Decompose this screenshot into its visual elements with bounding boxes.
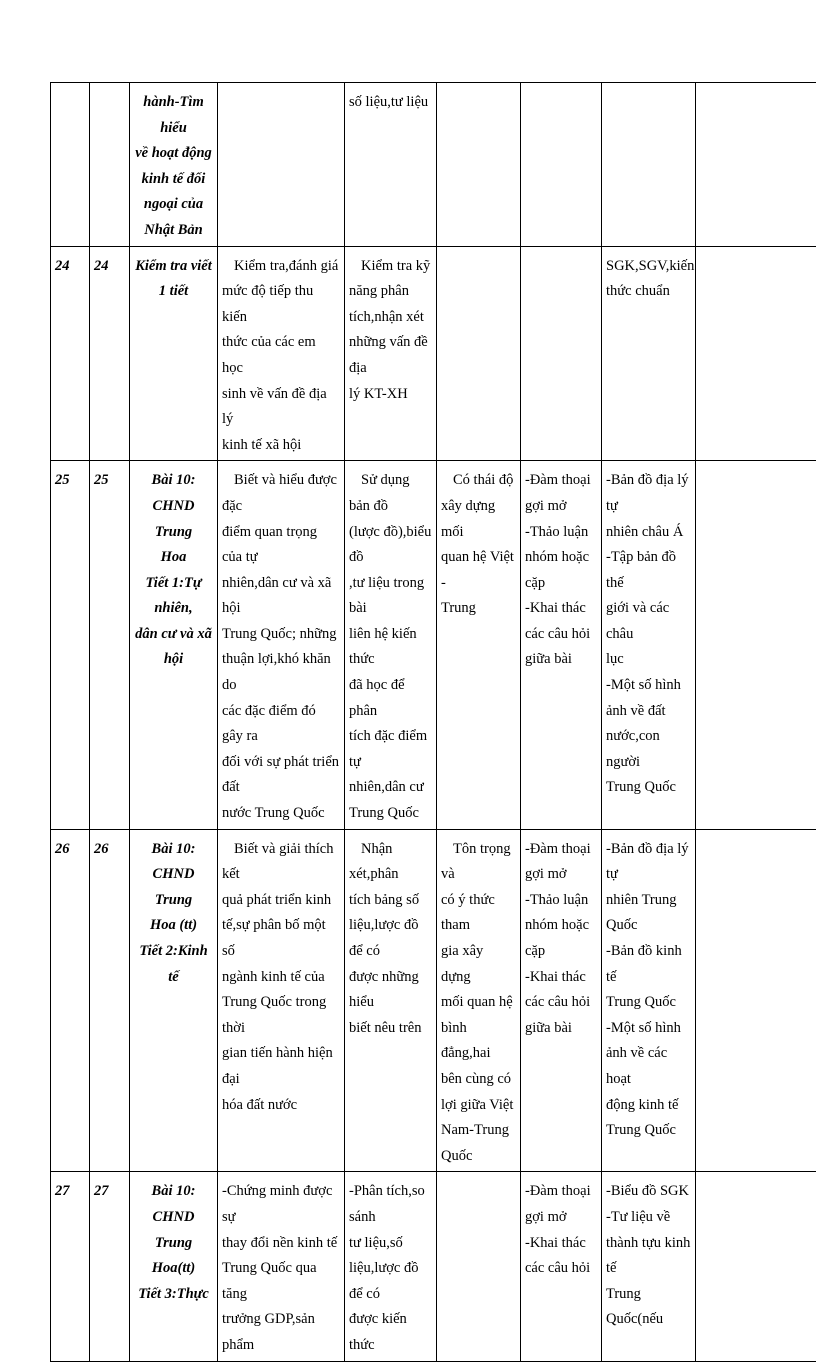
objective-attitude-text: Có thái độ xây dựng mối quan hệ Việt - Trung	[441, 468, 516, 622]
objective-attitude	[437, 461, 521, 829]
table-row	[51, 1172, 816, 1361]
period-number	[90, 83, 130, 247]
objective-skills	[345, 1172, 437, 1361]
objective-knowledge-text: Biết và giải thích kết quả phát triển kinh tế,sự phân bố một số ngành kinh tế của Trung Quốc trong thời gian tiến hành hiện đại hóa đất nước	[222, 837, 340, 1119]
lesson-title	[130, 829, 218, 1172]
teaching-materials	[602, 461, 696, 829]
objective-skills	[345, 246, 437, 461]
objective-knowledge	[218, 1172, 345, 1361]
notes-cell	[696, 461, 816, 829]
objective-knowledge	[218, 246, 345, 461]
objective-skills-text: số liệu,tư liệu	[349, 90, 432, 116]
lesson-title-text: Bài 10: CHND Trung Hoa (tt) Tiết 2:Kinh tế	[134, 837, 213, 991]
lesson-title-text: Kiểm tra viết 1 tiết	[134, 254, 213, 305]
table-row	[51, 461, 816, 829]
lesson-title-text: hành-Tìm hiểu về hoạt động kinh tế đối ngoại của Nhật Bản	[134, 90, 213, 244]
period-number: 26	[90, 829, 130, 1172]
teaching-materials	[602, 83, 696, 247]
teaching-method	[521, 829, 602, 1172]
objective-knowledge	[218, 461, 345, 829]
lesson-number: 26	[51, 829, 90, 1172]
period-number: 25	[90, 461, 130, 829]
objective-attitude	[437, 83, 521, 247]
objective-knowledge	[218, 83, 345, 247]
lesson-number: 27	[51, 1172, 90, 1361]
objective-skills	[345, 461, 437, 829]
teaching-method	[521, 461, 602, 829]
lesson-title	[130, 461, 218, 829]
teaching-materials-text: -Bản đồ địa lý tự nhiên châu Á -Tập bản đồ thế giới và các châu lục -Một số hình ảnh về đất nước,con người Trung Quốc	[606, 468, 691, 801]
teaching-method	[521, 83, 602, 247]
table-row	[51, 829, 816, 1172]
teaching-materials-text: -Biểu đồ SGK -Tư liệu về thành tựu kinh tế Trung Quốc(nếu	[606, 1179, 691, 1333]
period-number: 27	[90, 1172, 130, 1361]
notes-cell	[696, 1172, 816, 1361]
teaching-method-text: -Đàm thoại gợi mở -Thảo luận nhóm hoặc cặp -Khai thác các câu hỏi giữa bài	[525, 837, 597, 1042]
teaching-method	[521, 1172, 602, 1361]
objective-attitude	[437, 829, 521, 1172]
lesson-title	[130, 83, 218, 247]
teaching-materials-text: SGK,SGV,kiến thức chuẩn	[606, 254, 691, 305]
lesson-plan-table	[50, 82, 816, 1362]
lesson-number	[51, 83, 90, 247]
table-row	[51, 83, 816, 247]
objective-attitude	[437, 246, 521, 461]
teaching-materials-text: -Bản đồ địa lý tự nhiên Trung Quốc -Bản đồ kinh tế Trung Quốc -Một số hình ảnh về các hoạt động kinh tế Trung Quốc	[606, 837, 691, 1144]
objective-knowledge	[218, 829, 345, 1172]
table-row	[51, 246, 816, 461]
objective-knowledge-text: -Chứng minh được sự thay đổi nền kinh tế Trung Quốc qua tăng trưởng GDP,sản phẩm	[222, 1179, 340, 1358]
objective-skills-text: Kiểm tra kỹ năng phân tích,nhận xét những vấn đề địa lý KT-XH	[349, 254, 432, 408]
lesson-title	[130, 246, 218, 461]
objective-knowledge-text: Kiểm tra,đánh giá mức độ tiếp thu kiến thức của các em học sinh về vấn đề địa lý kinh tế xã hội	[222, 254, 340, 459]
objective-skills-text: Sử dụng bản đồ (lược đồ),biểu đồ ,tư liệu trong bài liên hệ kiến thức đã học để phân tích đặc điểm tự nhiên,dân cư Trung Quốc	[349, 468, 432, 826]
objective-attitude-text: Tôn trọng và có ý thức tham gia xây dựng mối quan hệ bình đẳng,hai bên cùng có lợi giữa Việt Nam-Trung Quốc	[441, 837, 516, 1170]
teaching-method	[521, 246, 602, 461]
objective-skills-text: -Phân tích,so sánh tư liệu,số liệu,lược đồ để có được kiến thức	[349, 1179, 432, 1358]
lesson-title-text: Bài 10: CHND Trung Hoa(tt) Tiết 3:Thực	[134, 1179, 213, 1307]
teaching-materials	[602, 1172, 696, 1361]
lesson-number: 25	[51, 461, 90, 829]
lesson-title-text: Bài 10: CHND Trung Hoa Tiết 1:Tự nhiên, dân cư và xã hội	[134, 468, 213, 673]
teaching-method-text: -Đàm thoại gợi mở -Thảo luận nhóm hoặc cặp -Khai thác các câu hỏi giữa bài	[525, 468, 597, 673]
objective-attitude	[437, 1172, 521, 1361]
notes-cell	[696, 246, 816, 461]
objective-skills	[345, 83, 437, 247]
objective-skills	[345, 829, 437, 1172]
objective-knowledge-text: Biết và hiểu được đặc điểm quan trọng của tự nhiên,dân cư và xã hội Trung Quốc; những thuận lợi,khó khăn do các đặc điểm đó gây ra đối với sự phát triển đất nước Trung Quốc	[222, 468, 340, 826]
teaching-materials	[602, 246, 696, 461]
lesson-title	[130, 1172, 218, 1361]
lesson-number: 24	[51, 246, 90, 461]
notes-cell	[696, 83, 816, 247]
teaching-method-text: -Đàm thoại gợi mở -Khai thác các câu hỏi	[525, 1179, 597, 1281]
teaching-materials	[602, 829, 696, 1172]
objective-skills-text: Nhận xét,phân tích bảng số liệu,lược đồ để có được những hiểu biết nêu trên	[349, 837, 432, 1042]
period-number: 24	[90, 246, 130, 461]
notes-cell	[696, 829, 816, 1172]
